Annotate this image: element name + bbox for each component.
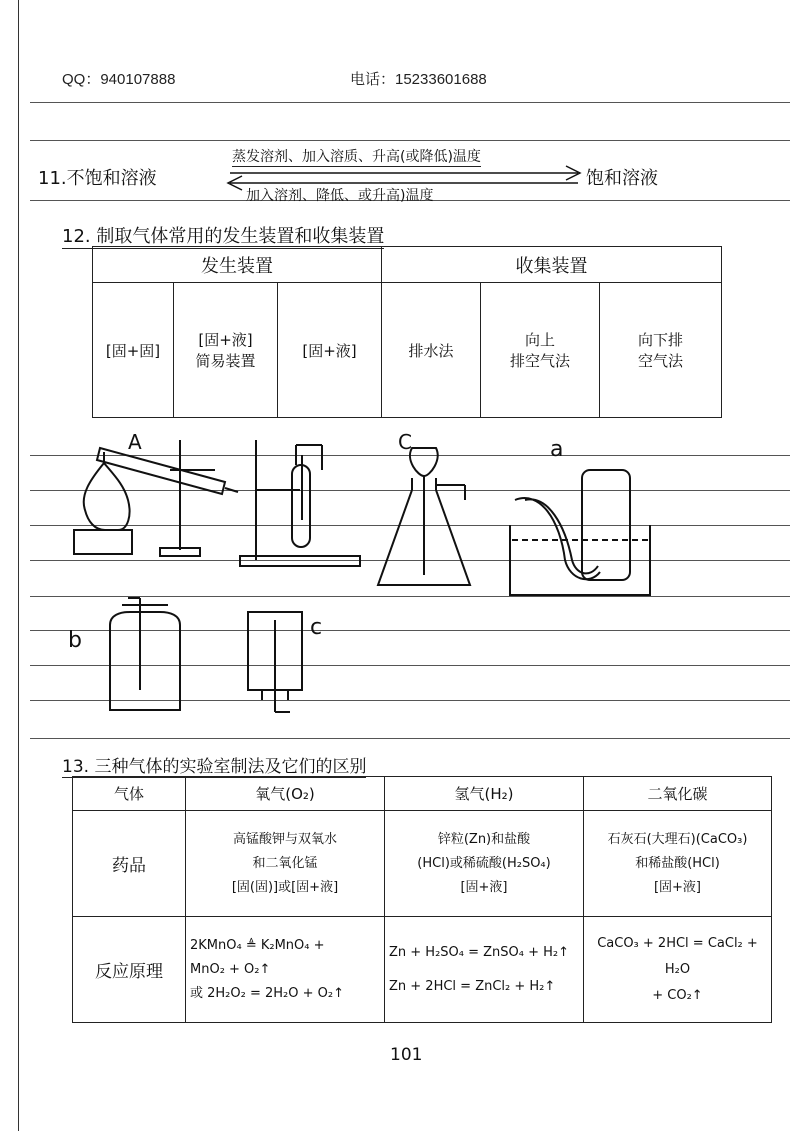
label-b-lower: b [68, 628, 82, 653]
reagents-o2-line: 高锰酸钾与双氧水 [232, 831, 337, 847]
cell-upward: 向上 [524, 331, 555, 349]
reagents-h2-line: 锌粒(Zn)和盐酸 [437, 831, 531, 847]
reagents-co2-line: 和稀盐酸(HCl) [635, 855, 720, 871]
reagents-o2-line: 和二氧化锰 [252, 855, 318, 871]
reagents-oxygen [186, 811, 385, 917]
cell-air-displacement: 排空气法 [509, 352, 570, 370]
principle-co2-line: CaCO₃ + 2HCl = CaCl₂ + H₂O [597, 935, 758, 977]
apparatus-a [74, 440, 238, 556]
principle-h2-line: Zn + H₂SO₄ = ZnSO₄ + H₂↑ [389, 944, 570, 960]
col-hydrogen: 氢气(H₂) [385, 777, 584, 811]
qq-contact: QQ：940107888 [62, 71, 176, 88]
reagents-hydrogen [385, 811, 584, 917]
label-a-upper: A [128, 430, 142, 454]
label-c-lower: c [310, 615, 323, 640]
principle-o2-line: 2KMnO₄ ≜ K₂MnO₄ + [190, 937, 325, 953]
apparatus-c [378, 448, 470, 585]
cell-solid-liquid: [固+液] [198, 331, 253, 349]
col-gas: 气体 [73, 777, 186, 811]
page-number: 101 [390, 1045, 423, 1065]
apparatus-b [240, 440, 360, 566]
reagents-o2-line: [固(固)]或[固+液] [231, 879, 339, 895]
item12-heading: 12. 制取气体常用的发生装置和收集装置 [62, 222, 384, 249]
reagents-co2-line: 石灰石(大理石)(CaCO₃) [607, 831, 748, 847]
principle-co2-line: + CO₂↑ [652, 987, 703, 1003]
col-co2: 二氧化碳 [584, 777, 772, 811]
reagents-co2 [584, 811, 772, 917]
item11-number: 11. [38, 168, 67, 189]
item13-heading: 13. 三种气体的实验室制法及它们的区别 [62, 752, 366, 778]
apparatus-upward-bottle [110, 598, 180, 710]
principle-o2-line: MnO₂ + O₂↑ [190, 961, 271, 977]
label-c-upper: C [398, 430, 412, 454]
principle-oxygen [186, 917, 385, 1023]
cell-simple-device: 简易装置 [195, 352, 256, 370]
item11-top-condition: 蒸发溶剂、加入溶质、升高(或降低)温度 [232, 146, 481, 167]
cell-solid-liquid-2: [固+液] [278, 283, 382, 418]
apparatus-water-trough [510, 470, 650, 595]
principle-co2 [584, 917, 772, 1023]
item11-bottom-condition: 加入溶剂、降低、或升高)温度 [246, 188, 434, 204]
cell-downward: 向下排 [637, 331, 683, 349]
principle-hydrogen [385, 917, 584, 1023]
col-oxygen: 氧气(O₂) [186, 777, 385, 811]
phone-contact: 电话：15233601688 [350, 71, 487, 88]
cell-solid-solid: [固+固] [93, 283, 174, 418]
label-a-lower: a [550, 437, 564, 462]
item11-unsaturated: 不饱和溶液 [66, 168, 157, 189]
principle-o2-line: 或 2H₂O₂ = 2H₂O + O₂↑ [190, 985, 344, 1001]
group-collect: 收集装置 [382, 247, 722, 283]
item11-saturated: 饱和溶液 [586, 168, 658, 189]
apparatus-downward-bottle [248, 612, 302, 712]
gas-comparison-table [72, 776, 772, 1023]
cell-water-displacement: 排水法 [382, 283, 481, 418]
row-reagents-label: 药品 [73, 811, 186, 917]
principle-h2-line: Zn + 2HCl = ZnCl₂ + H₂↑ [389, 978, 556, 994]
reagents-co2-line: [固+液] [653, 879, 702, 895]
row-principle-label: 反应原理 [73, 917, 186, 1023]
cell-air-method: 空气法 [637, 352, 683, 370]
reagents-h2-line: (HCl)或稀硫酸(H₂SO₄) [417, 855, 551, 871]
reagents-h2-line: [固+液] [460, 879, 508, 895]
group-generate: 发生装置 [93, 247, 382, 283]
